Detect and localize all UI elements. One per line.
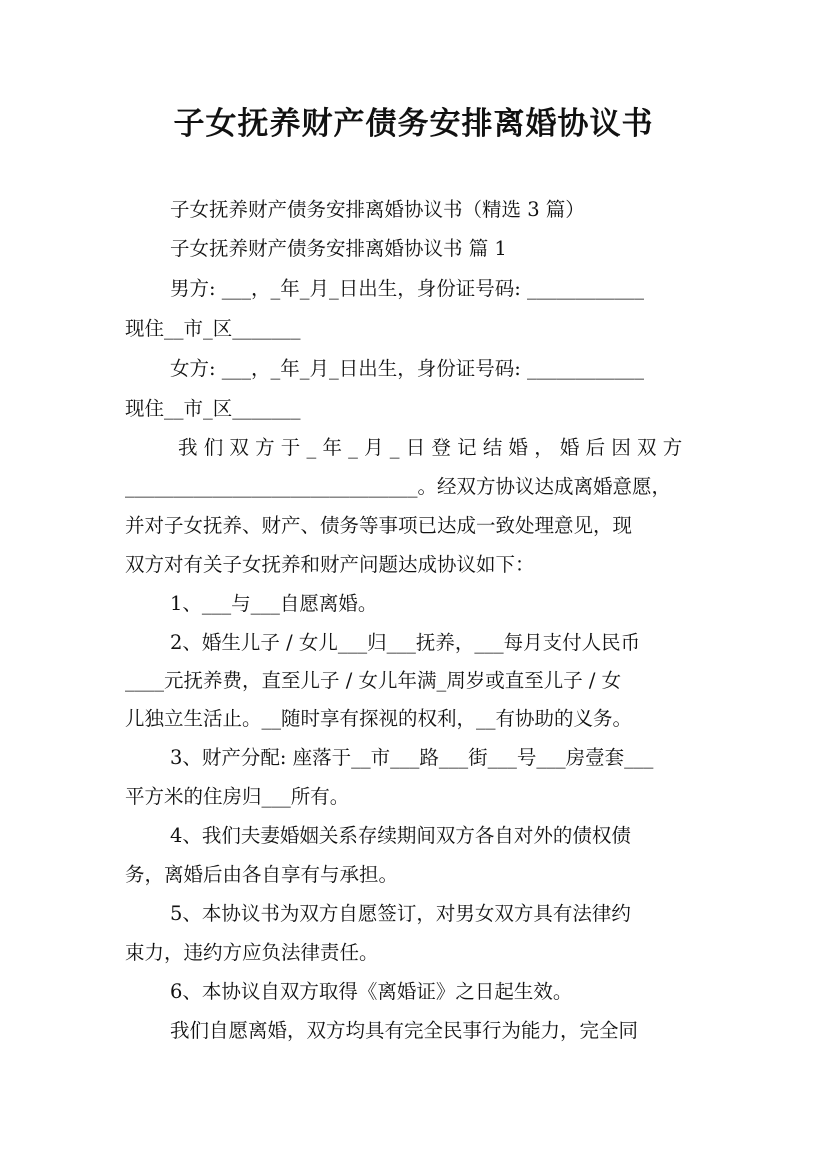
subtitle-line: 子女抚养财产债务安排离婚协议书（精选 3 篇） xyxy=(170,198,585,221)
clause-2-line: 儿独立生活止。__随时享有探视的权利，__有协助的义务。 xyxy=(125,707,633,730)
male-party-line: 男方: ___，_年_月_日出生，身份证号码: ____________ xyxy=(170,277,645,300)
paragraph-line: 我 们 双 方 于 _ 年 _ 月 _ 日 登 记 结 婚 ， 婚 后 因 双 方 xyxy=(178,436,683,459)
clause-2-line: 2、婚生儿子 / 女儿___归___抚养，___每月支付人民币 xyxy=(170,631,641,654)
clause-4-line: 4、我们夫妻婚姻关系存续期间双方各自对外的债权债 xyxy=(170,824,631,847)
clause-4-line: 务，离婚后由各自享有与承担。 xyxy=(125,863,399,886)
closing-paragraph-line: 我们自愿离婚，双方均具有完全民事行为能力，完全同 xyxy=(170,1019,639,1042)
female-party-line: 女方: ___，_年_月_日出生，身份证号码: ____________ xyxy=(170,357,645,380)
document-title: 子女抚养财产债务安排离婚协议书 xyxy=(173,106,654,142)
male-address-line: 现住__市_区_______ xyxy=(125,317,301,340)
section-heading: 子女抚养财产债务安排离婚协议书 篇 1 xyxy=(170,237,507,260)
paragraph-line: ______________________________。经双方协议达成离婚意愿， xyxy=(125,475,672,498)
clause-2-line: ____元抚养费，直至儿子 / 女儿年满_周岁或直至儿子 / 女 xyxy=(125,669,622,692)
clause-6-line: 6、本协议自双方取得《离婚证》之日起生效。 xyxy=(170,980,573,1003)
clause-5-line: 束力，违约方应负法律责任。 xyxy=(125,941,379,964)
clause-3-line: 3、财产分配: 座落于__市___路___街___号___房壹套___ xyxy=(170,746,654,769)
clause-3-line: 平方米的住房归___所有。 xyxy=(125,785,350,808)
clause-5-line: 5、本协议书为双方自愿签订，对男女双方具有法律约 xyxy=(170,902,631,925)
female-address-line: 现住__市_区_______ xyxy=(125,397,301,420)
clause-1-line: 1、___与___自愿离婚。 xyxy=(170,592,378,615)
paragraph-line: 并对子女抚养、财产、债务等事项已达成一致处理意见，现 xyxy=(125,514,633,537)
paragraph-line: 双方对有关子女抚养和财产问题达成协议如下： xyxy=(125,553,535,576)
